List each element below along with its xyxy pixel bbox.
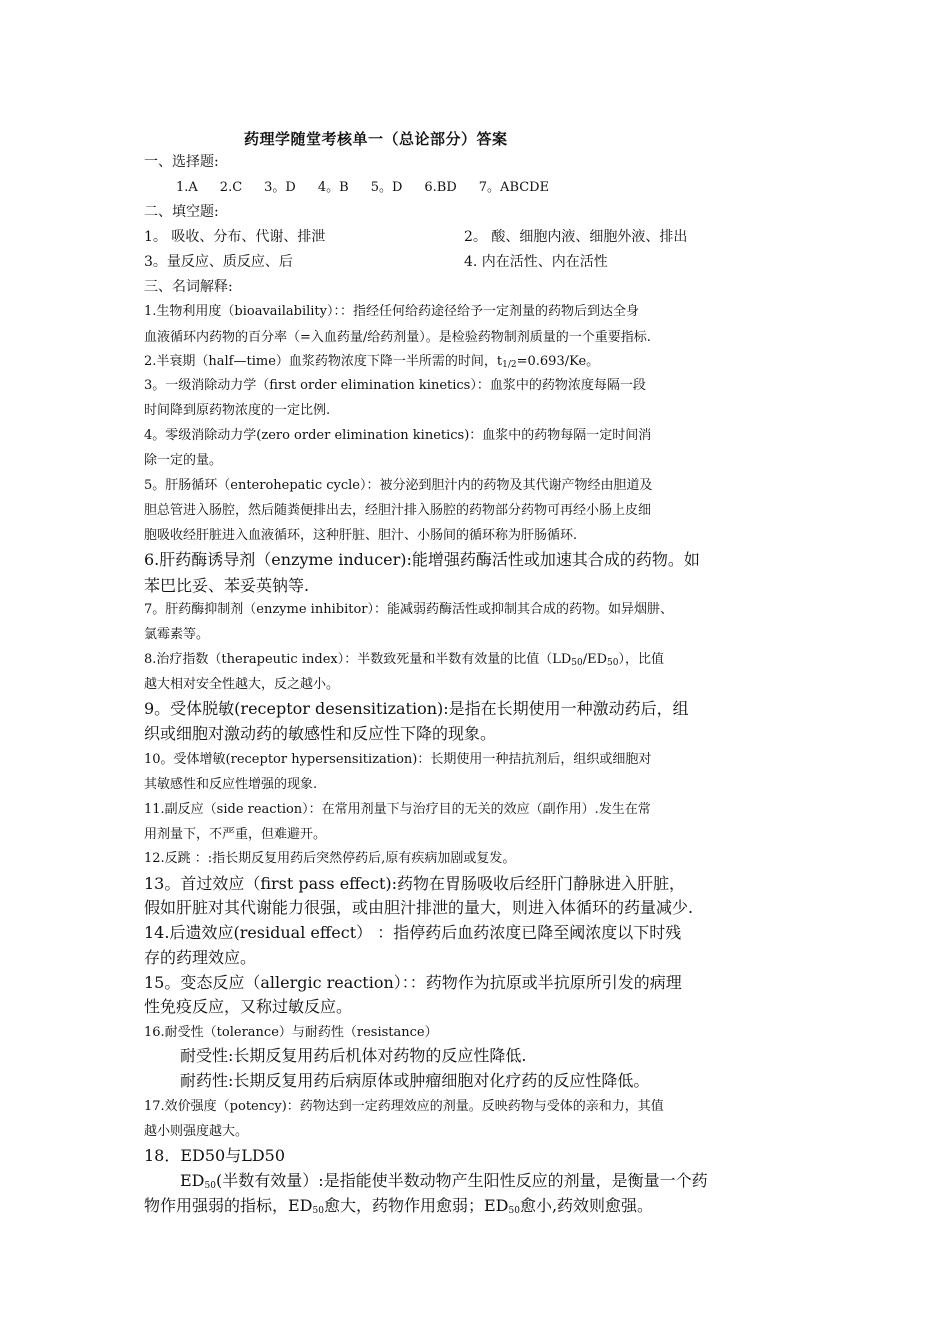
- term-6-line-1: 6.肝药酶诱导剂（enzyme inducer):能增强药酶活性或加速其合成的药物。如: [144, 550, 700, 569]
- term-4-line-2: 除一定的量。: [144, 453, 223, 468]
- term-13-line-2: 假如肝脏对其代谢能力很强，或由胆汁排泄的量大，则进入体循环的药量减少.: [144, 898, 694, 917]
- term-6-line-2: 苯巴比妥、苯妥英钠等.: [144, 576, 310, 595]
- term-17-line-2: 越小则强度越大。: [144, 1124, 249, 1139]
- choice-answer: 1.A: [176, 180, 198, 195]
- term-16-tolerance: 耐受性:长期反复用药后机体对药物的反应性降低.: [180, 1046, 527, 1065]
- term-11-line-1: 11.副反应（side reaction）：在常用剂量下与治疗目的无关的效应（副作用）.发生在常: [144, 802, 651, 817]
- fill-answer-4: 4. 内在活性、内在活性: [464, 254, 608, 270]
- term-14-line-2: 存的药理效应。: [144, 948, 257, 967]
- term-18-text: (半数有效量）:是指能使半数动物产生阳性反应的剂量，是衡量一个药: [215, 1171, 708, 1190]
- choice-answer: 4。B: [317, 180, 349, 195]
- term-16-resistance: 耐药性:长期反复用药后病原体或肿瘤细胞对化疗药的反应性降低。: [180, 1071, 650, 1090]
- document-title: 药理学随堂考核单一（总论部分）答案: [244, 130, 508, 148]
- term-8-text: /ED: [582, 652, 608, 667]
- term-18-line-2: [144, 1196, 653, 1221]
- choice-answers: [176, 178, 571, 198]
- term-2-formula: =0.693/Ke。: [516, 354, 600, 369]
- term-5-line-3: 胞吸收经肝脏进入血液循环，这种肝脏、胆汁、小肠间的循环称为肝肠循环.: [144, 528, 578, 543]
- term-18-subscript: 50: [508, 1206, 520, 1216]
- term-16-heading: 16.耐受性（tolerance）与耐药性（resistance）: [144, 1025, 438, 1040]
- choice-answer: 7。ABCDE: [478, 180, 550, 195]
- term-5-line-2: 胆总管进入肠腔，然后随粪便排出去，经胆汁排入肠腔的药物部分药物可再经小肠上皮细: [144, 503, 652, 518]
- term-2-subscript: 1/2: [502, 360, 517, 370]
- section-heading-terms: 三、名词解释:: [144, 279, 233, 295]
- term-13-line-1: 13。首过效应（first pass effect):药物在胃肠吸收后经肝门静脉进入肝脏，: [144, 874, 686, 893]
- term-8-text: ），比值: [618, 652, 664, 667]
- fill-answer-2: 2。 酸、细胞内液、细胞外液、排出: [464, 229, 688, 245]
- choice-answer: 5。D: [370, 180, 403, 195]
- term-14-line-1: 14.后遗效应(residual effect） ：指停药后血药浓度已降至阈浓度以下时残: [144, 923, 682, 942]
- term-8-line-2: 越大相对安全性越大，反之越小。: [144, 677, 340, 692]
- term-2-text: 2.半衰期（half—time）血浆药物浓度下降一半所需的时间，t: [144, 354, 503, 369]
- section-heading-choice: 一、选择题:: [144, 154, 219, 170]
- choice-answer: 3。D: [264, 180, 296, 195]
- term-12-line: 12.反跳 ：:指长期反复用药后突然停药后,原有疾病加剧或复发。: [144, 851, 516, 866]
- term-15-line-1: 15。变态反应（allergic reaction）：：药物作为抗原或半抗原所引发的病理: [144, 973, 682, 992]
- term-2-line: [144, 352, 599, 375]
- fill-answer-3: 3。量反应、质反应、后: [144, 254, 293, 270]
- fill-answer-1: 1。 吸收、分布、代谢、排泄: [144, 229, 326, 245]
- choice-answer: 2.C: [219, 180, 243, 195]
- term-18-text: 物作用强弱的指标，ED: [144, 1196, 313, 1215]
- choice-answer: 6.BD: [424, 180, 457, 195]
- fill-row-2: [144, 252, 794, 272]
- term-18-subscript: 50: [204, 1181, 216, 1191]
- term-9-line-2: 织或细胞对激动药的敏感性和反应性下降的现象。: [144, 724, 497, 743]
- term-17-line-1: 17.效价强度（potency)：药物达到一定药理效应的剂量。反映药物与受体的亲和力，其值: [144, 1099, 664, 1114]
- term-3-line-1: 3。一级消除动力学（first order elimination kinetics）：血浆中的药物浓度每隔一段: [144, 378, 646, 393]
- term-8-subscript: 50: [607, 658, 619, 668]
- term-10-line-1: 10。受体增敏(receptor hypersensitization)：长期使用一种拮抗剂后，组织或细胞对: [144, 752, 652, 767]
- term-1-line-1: 1.生物利用度（bioavailability）：：指经任何给药途径给予一定剂量的药物后到达全身: [144, 304, 639, 319]
- term-18-text: 愈大，药物作用愈弱；ED: [323, 1196, 509, 1215]
- term-8-text: 8.治疗指数（therapeutic index）：半数致死量和半数有效量的比值（LD: [144, 652, 572, 667]
- term-18-line-1: [180, 1171, 708, 1196]
- term-8-line-1: [144, 650, 664, 673]
- term-1-line-2: 血液循环内药物的百分率（=入血药量/给药剂量）。是检验药物制剂质量的一个重要指标.: [144, 330, 651, 345]
- term-18-text: ED: [180, 1171, 205, 1190]
- term-18-heading: 18．ED50与LD50: [144, 1146, 286, 1165]
- term-4-line-1: 4。零级消除动力学(zero order elimination kinetics)：血浆中的药物每隔一定时间消: [144, 428, 652, 443]
- term-3-line-2: 时间降到原药物浓度的一定比例.: [144, 403, 331, 418]
- term-10-line-2: 其敏感性和反应性增强的现象.: [144, 777, 318, 792]
- term-7-line-2: 氯霉素等。: [144, 627, 210, 642]
- term-15-line-2: 性免疫反应，又称过敏反应。: [144, 997, 353, 1016]
- fill-row-1: [144, 227, 794, 247]
- term-5-line-1: 5。肝肠循环（enterohepatic cycle）：被分泌到胆汁内的药物及其代谢产物经由胆道及: [144, 478, 653, 493]
- term-9-line-1: 9。受体脱敏(receptor desensitization):是指在长期使用一种激动药后，组: [144, 699, 689, 718]
- section-heading-fill: 二、填空题:: [144, 204, 219, 220]
- term-18-subscript: 50: [312, 1206, 324, 1216]
- term-18-text: 愈小,药效则愈强。: [519, 1196, 654, 1215]
- term-11-line-2: 用剂量下，不严重，但难避开。: [144, 827, 327, 842]
- term-8-subscript: 50: [571, 658, 583, 668]
- term-7-line-1: 7。肝药酶抑制剂（enzyme inhibitor）：能减弱药酶活性或抑制其合成的药物。如异烟肼、: [144, 602, 673, 617]
